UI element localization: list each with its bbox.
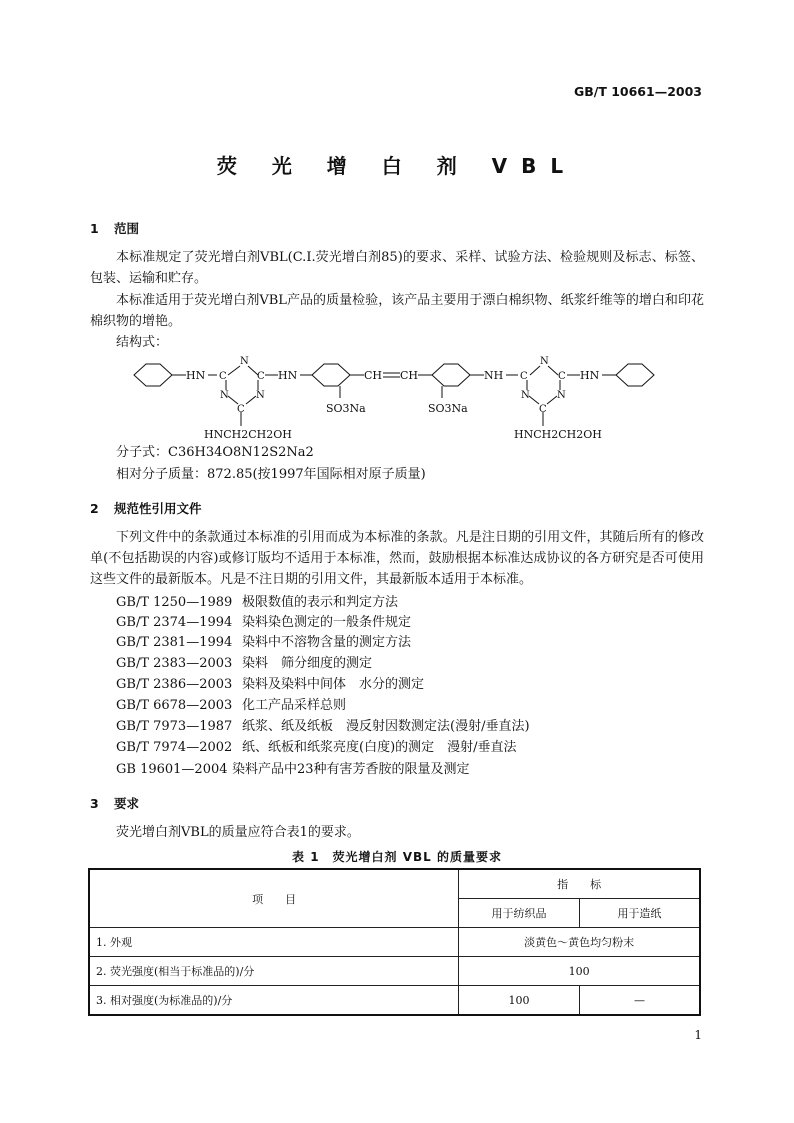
svg-text:N: N <box>220 390 229 401</box>
svg-text:CH: CH <box>364 369 383 382</box>
section-3-heading <box>90 794 139 812</box>
reference-item: GB/T 2381—1994 染料中不溶物含量的测定方法 <box>116 635 412 650</box>
reference-item: GB/T 2374—1994 染料染色测定的一般条件规定 <box>116 615 412 630</box>
benzene-ring <box>134 364 172 386</box>
svg-text:SO3Na: SO3Na <box>428 402 468 415</box>
quality-requirements-table <box>88 868 701 1016</box>
row-value-paper: — <box>579 986 700 1016</box>
reference-item: GB/T 7974—2002 纸、纸板和纸浆亮度(白度)的测定 漫射/垂直法 <box>116 740 517 755</box>
header-item: 项 目 <box>89 869 459 928</box>
scope-paragraph-2: 本标准适用于荧光增白剂VBL产品的质量检验，该产品主要用于漂白棉织物、纸浆纤维等的增白和印花棉织物的增艳。 <box>90 293 704 329</box>
section-title: 范围 <box>114 221 140 236</box>
structure-label: 结构式： <box>116 335 169 350</box>
svg-text:N: N <box>521 390 530 401</box>
svg-text:NH: NH <box>484 369 504 382</box>
scope-paragraph-1: 本标准规定了荧光增白剂VBL(C.I.荧光增白剂85)的要求、采样、试验方法、检验规则及标志、标签、包装、运输和贮存。 <box>90 250 704 286</box>
row-item: 1. 外观 <box>89 928 459 957</box>
svg-text:C: C <box>219 371 227 382</box>
svg-text:N: N <box>256 390 265 401</box>
svg-text:HN: HN <box>278 369 298 382</box>
structural-formula <box>120 350 680 450</box>
svg-text:C: C <box>257 371 265 382</box>
section-2-heading <box>90 499 202 517</box>
relative-molecular-mass: 相对分子质量：872.85(按1997年国际相对原子质量) <box>116 467 426 482</box>
svg-text:C: C <box>520 371 528 382</box>
table-header-row <box>89 869 700 899</box>
header-textile: 用于纺织品 <box>459 899 580 928</box>
svg-text:N: N <box>540 356 549 367</box>
molecular-formula: 分子式：C36H34O8N12S2Na2 <box>116 445 314 460</box>
row-value: 淡黄色～黄色均匀粉末 <box>459 928 700 957</box>
svg-text:C: C <box>237 404 245 415</box>
hydroxyethylamino-label: HNCH2CH2OH <box>204 428 292 441</box>
hn-label: HN <box>186 369 206 382</box>
table-row <box>89 986 700 1016</box>
svg-text:C: C <box>539 404 547 415</box>
reference-item: GB/T 6678—2003 化工产品采样总则 <box>116 698 347 713</box>
svg-text:CH: CH <box>400 369 419 382</box>
section-number: 1 <box>90 221 99 236</box>
standard-number: GB/T 10661—2003 <box>573 84 702 99</box>
reference-item: GB/T 7973—1987 纸浆、纸及纸板 漫反射因数测定法(漫射/垂直法) <box>116 719 530 734</box>
section-number: 2 <box>90 501 99 516</box>
row-item: 2. 荧光强度(相当于标准品的)/分 <box>89 957 459 986</box>
table-caption: 表 1 荧光增白剂 VBL 的质量要求 <box>292 850 502 864</box>
section-title: 规范性引用文件 <box>114 501 202 516</box>
so3na-label: SO3Na <box>326 402 366 415</box>
reference-item: GB 19601—2004 染料产品中23种有害芳香胺的限量及测定 <box>116 762 470 777</box>
header-paper: 用于造纸 <box>579 899 700 928</box>
svg-text:C: C <box>558 371 566 382</box>
header-index: 指 标 <box>459 869 700 899</box>
svg-text:HNCH2CH2OH: HNCH2CH2OH <box>514 428 602 441</box>
reference-item: GB/T 2386—2003 染料及染料中间体 水分的测定 <box>116 677 425 692</box>
row-item: 3. 相对强度(为标准品的)/分 <box>89 986 459 1016</box>
requirements-intro: 荧光增白剂VBL的质量应符合表1的要求。 <box>116 825 360 840</box>
row-value-textile: 100 <box>459 986 580 1016</box>
section-number: 3 <box>90 796 99 811</box>
svg-text:N: N <box>557 390 566 401</box>
page-number: 1 <box>694 1028 702 1042</box>
reference-item: GB/T 2383—2003 染料 筛分细度的测定 <box>116 656 373 671</box>
document-title: 荧 光 增 白 剂 VBL <box>216 154 578 178</box>
svg-text:N: N <box>240 356 249 367</box>
table-row <box>89 957 700 986</box>
svg-text:HN: HN <box>580 369 600 382</box>
section-title: 要求 <box>114 796 140 811</box>
row-value: 100 <box>459 957 700 986</box>
normative-references-intro: 下列文件中的条款通过本标准的引用而成为本标准的条款。凡是注日期的引用文件，其随后所有的修改单(不包括勘误的内容)或修订版均不适用于本标准，然而，鼓励根据本标准达成协议的各方研究是否可使用这些文件的最新版本。凡是不注日期的引用文件，其最新版本适用于本标准。 <box>90 530 704 587</box>
section-1-heading <box>90 219 139 237</box>
table-row <box>89 928 700 957</box>
reference-item: GB/T 1250—1989 极限数值的表示和判定方法 <box>116 595 399 610</box>
